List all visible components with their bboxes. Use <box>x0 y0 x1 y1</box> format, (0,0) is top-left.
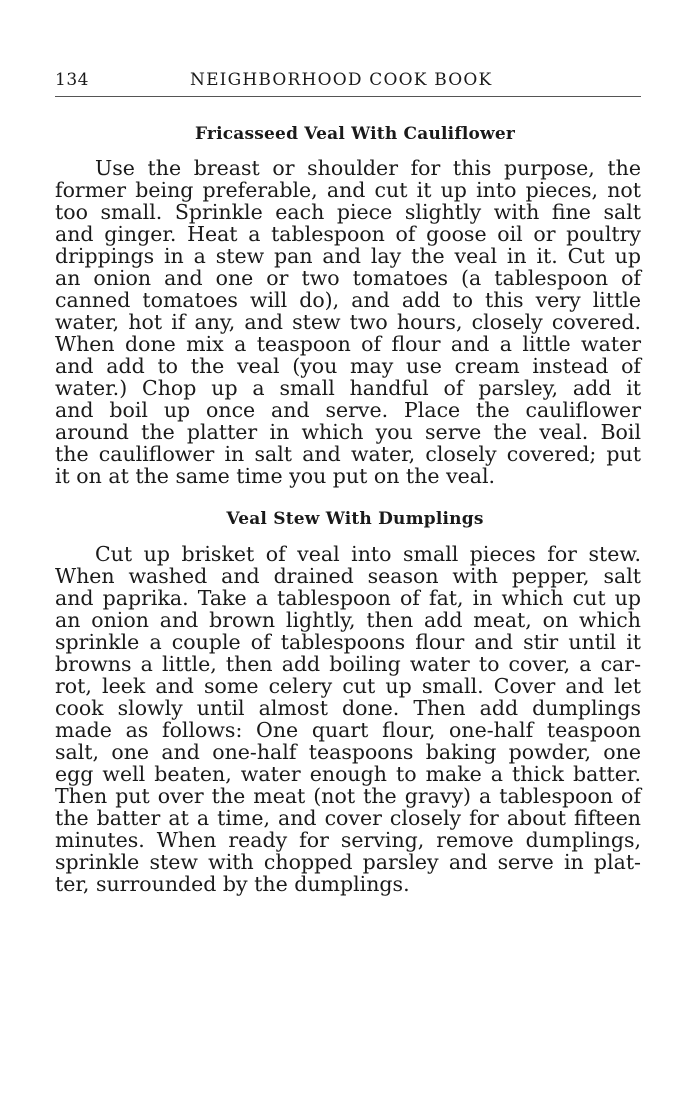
text-line: canned tomatoes will do), and add to this very little <box>55 288 641 312</box>
text-line: salt, one and one-half teaspoons baking powder, one <box>55 740 641 764</box>
text-line: cook slowly until almost done. Then add dumplings <box>55 696 641 720</box>
text-line: and add to the veal (you may use cream instead of <box>55 354 641 378</box>
text-line: sprinkle stew with chopped parsley and serve in plat- <box>55 850 641 874</box>
text-line: Use the breast or shoulder for this purpose, the <box>95 156 641 180</box>
text-line: the batter at a time, and cover closely for about fifteen <box>55 806 641 830</box>
text-line: the cauliflower in salt and water, closely covered; put <box>55 442 641 466</box>
text-line: and paprika. Take a tablespoon of fat, in which cut up <box>55 586 641 610</box>
recipe-title-veal-stew: Veal Stew With Dumplings <box>226 509 484 529</box>
text-line: water, hot if any, and stew two hours, closely covered. <box>55 310 641 334</box>
text-line: former being preferable, and cut it up into pieces, not <box>55 178 641 202</box>
text-line: When washed and drained season with pepper, salt <box>55 564 641 588</box>
text-line: Then put over the meat (not the gravy) a tablespoon of <box>55 784 641 808</box>
page-header <box>55 70 641 97</box>
text-line: egg well beaten, water enough to make a thick batter. <box>55 762 641 786</box>
text-line: ter, surrounded by the dumplings. <box>55 872 410 896</box>
text-line: an onion and brown lightly, then add meat, on which <box>55 608 641 632</box>
recipe-body-veal-stew <box>55 543 641 895</box>
running-title: NEIGHBORHOOD COOK BOOK <box>190 70 493 90</box>
text-line: browns a little, then add boiling water to cover, a car- <box>55 652 641 676</box>
text-line: it on at the same time you put on the veal. <box>55 464 496 488</box>
text-line: sprinkle a couple of tablespoons flour and stir until it <box>55 630 641 654</box>
text-line: Cut up brisket of veal into small pieces for stew. <box>95 542 641 566</box>
text-line: and ginger. Heat a tablespoon of goose oil or poultry <box>55 222 641 246</box>
text-line: too small. Sprinkle each piece slightly with fine salt <box>55 200 641 224</box>
text-line: minutes. When ready for serving, remove dumplings, <box>55 828 641 852</box>
text-line: When done mix a teaspoon of flour and a little water <box>55 332 641 356</box>
text-line: drippings in a stew pan and lay the veal in it. Cut up <box>55 244 641 268</box>
text-line: rot, leek and some celery cut up small. Cover and let <box>55 674 641 698</box>
text-line: an onion and one or two tomatoes (a tablespoon of <box>55 266 641 290</box>
text-line: water.) Chop up a small handful of parsley, add it <box>55 376 641 400</box>
recipe-body-fricasseed-veal <box>55 157 641 487</box>
text-line: and boil up once and serve. Place the cauliflower <box>55 398 641 422</box>
page-number: 134 <box>55 70 89 90</box>
recipe-title-fricasseed-veal: Fricasseed Veal With Cauliflower <box>194 124 516 144</box>
text-line: around the platter in which you serve the veal. Boil <box>55 420 641 444</box>
text-line: made as follows: One quart flour, one-half teaspoon <box>55 718 641 742</box>
